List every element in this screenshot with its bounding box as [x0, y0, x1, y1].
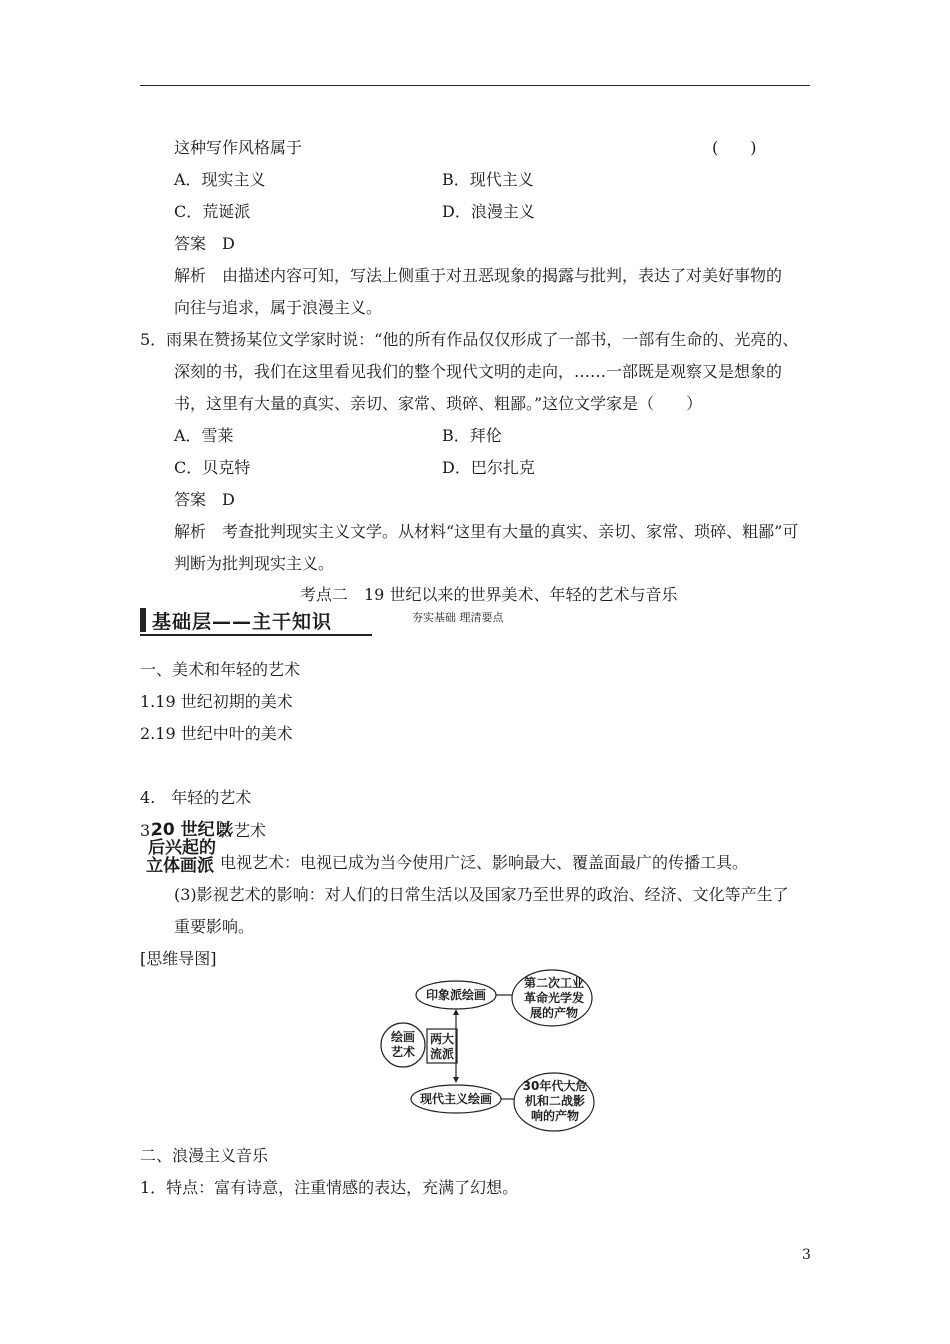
film-impact-line-1: (3)影视艺术的影响：对人们的日常生活以及国家乃至世界的政治、经济、文化等产生了: [174, 885, 789, 904]
q4-option-b: B．现代主义: [442, 170, 534, 189]
section-banner: [140, 604, 372, 634]
cubism-overlap-line-3: 立体画派: [146, 856, 214, 876]
q4-option-a: A．现实主义: [174, 170, 266, 189]
q5-option-c: C．贝克特: [174, 458, 251, 477]
q4-analysis-line-2: 向往与追求，属于浪漫主义。: [174, 298, 383, 317]
q5-stem-line-1: 5．雨果在赞扬某位文学家时说：“他的所有作品仅仅形成了一部书，一部有生命的、光亮的、: [140, 330, 799, 349]
art-heading: 一、美术和年轻的艺术: [140, 660, 301, 679]
art-item-2: 2.19 世纪中叶的美术: [140, 724, 293, 743]
q5-option-a: A．雪莱: [174, 426, 234, 445]
impressionism-label: 印象派绘画: [425, 988, 487, 1002]
q4-answer: 答案 D: [174, 234, 235, 253]
q5-analysis-line-2: 判断为批判现实主义。: [174, 554, 335, 573]
banner-bar: [140, 608, 146, 632]
tv-art-fragment: 电视艺术：电视已成为当今使用广泛、影响最大、覆盖面最广的传播工具。: [220, 853, 749, 872]
mindmap-label: [思维导图]: [140, 949, 217, 968]
art-item-4: 4. 年轻的艺术: [140, 788, 252, 807]
modernism-label: 现代主义绘画: [419, 1092, 493, 1106]
q4-option-d: D．浪漫主义: [442, 202, 535, 221]
q4-stem: 这种写作风格属于: [174, 138, 303, 157]
impressionism-note-line-3: 展的产物: [529, 1006, 579, 1020]
q5-answer: 答案 D: [174, 490, 235, 509]
q5-stem-line-3: 书，这里有大量的真实、亲切、家常、琐碎、粗鄙。”这位文学家是（ ）: [174, 394, 703, 413]
q4-analysis-line-1: 解析 由描述内容可知，写法上侧重于对丑恶现象的揭露与批判，表达了对美好事物的: [174, 266, 783, 285]
painting-art-line-2: 艺术: [390, 1045, 416, 1059]
section-title: 考点二 19 世纪以来的世界美术、年轻的艺术与音乐: [300, 585, 678, 604]
cubism-overlap-line-1: 20 世纪以: [151, 820, 232, 840]
music-heading: 二、浪漫主义音乐: [140, 1146, 269, 1165]
art-item-3-prefix: 3.: [140, 821, 156, 840]
q5-option-d: D．巴尔扎克: [442, 458, 535, 477]
arrow-up-icon: [453, 1009, 459, 1015]
film-art-fragment: 影艺术: [218, 821, 267, 840]
banner-subtitle: 夯实基础 理清要点: [412, 611, 504, 624]
music-item-1: 1．特点：富有诗意，注重情感的表达，充满了幻想。: [140, 1178, 519, 1197]
q4-option-c: C．荒诞派: [174, 202, 251, 221]
arrow-down-icon: [453, 1077, 459, 1083]
impressionism-note-line-2: 革命光学发: [523, 991, 585, 1005]
two-schools-line-2: 流派: [429, 1047, 455, 1061]
impressionism-note-line-1: 第二次工业: [523, 976, 585, 990]
painting-art-line-1: 绘画: [390, 1030, 416, 1044]
q5-option-b: B．拜伦: [442, 426, 502, 445]
film-impact-line-2: 重要影响。: [174, 917, 255, 936]
modernism-note-line-3: 响的产物: [530, 1109, 580, 1123]
modernism-note-line-1: 30年代大危: [522, 1079, 588, 1093]
q5-analysis-line-1: 解析 考查批判现实主义文学。从材料“这里有大量的真实、亲切、家常、琐碎、粗鄙”可: [174, 522, 799, 541]
two-schools-line-1: 两大: [429, 1032, 455, 1046]
modernism-note-line-2: 机和二战影: [524, 1094, 586, 1108]
painting-mindmap: [370, 965, 620, 1137]
top-rule: [140, 85, 810, 86]
page-number: 3: [802, 1247, 811, 1263]
banner-text: 基础层——主干知识: [152, 611, 333, 633]
art-item-1: 1.19 世纪初期的美术: [140, 692, 293, 711]
cubism-overlap-line-2: 后兴起的: [148, 838, 216, 858]
banner-underline: [140, 634, 372, 636]
q5-stem-line-2: 深刻的书，我们在这里看见我们的整个现代文明的走向，……一部既是观察又是想象的: [174, 362, 783, 381]
q4-answer-paren: ( ): [712, 138, 757, 157]
